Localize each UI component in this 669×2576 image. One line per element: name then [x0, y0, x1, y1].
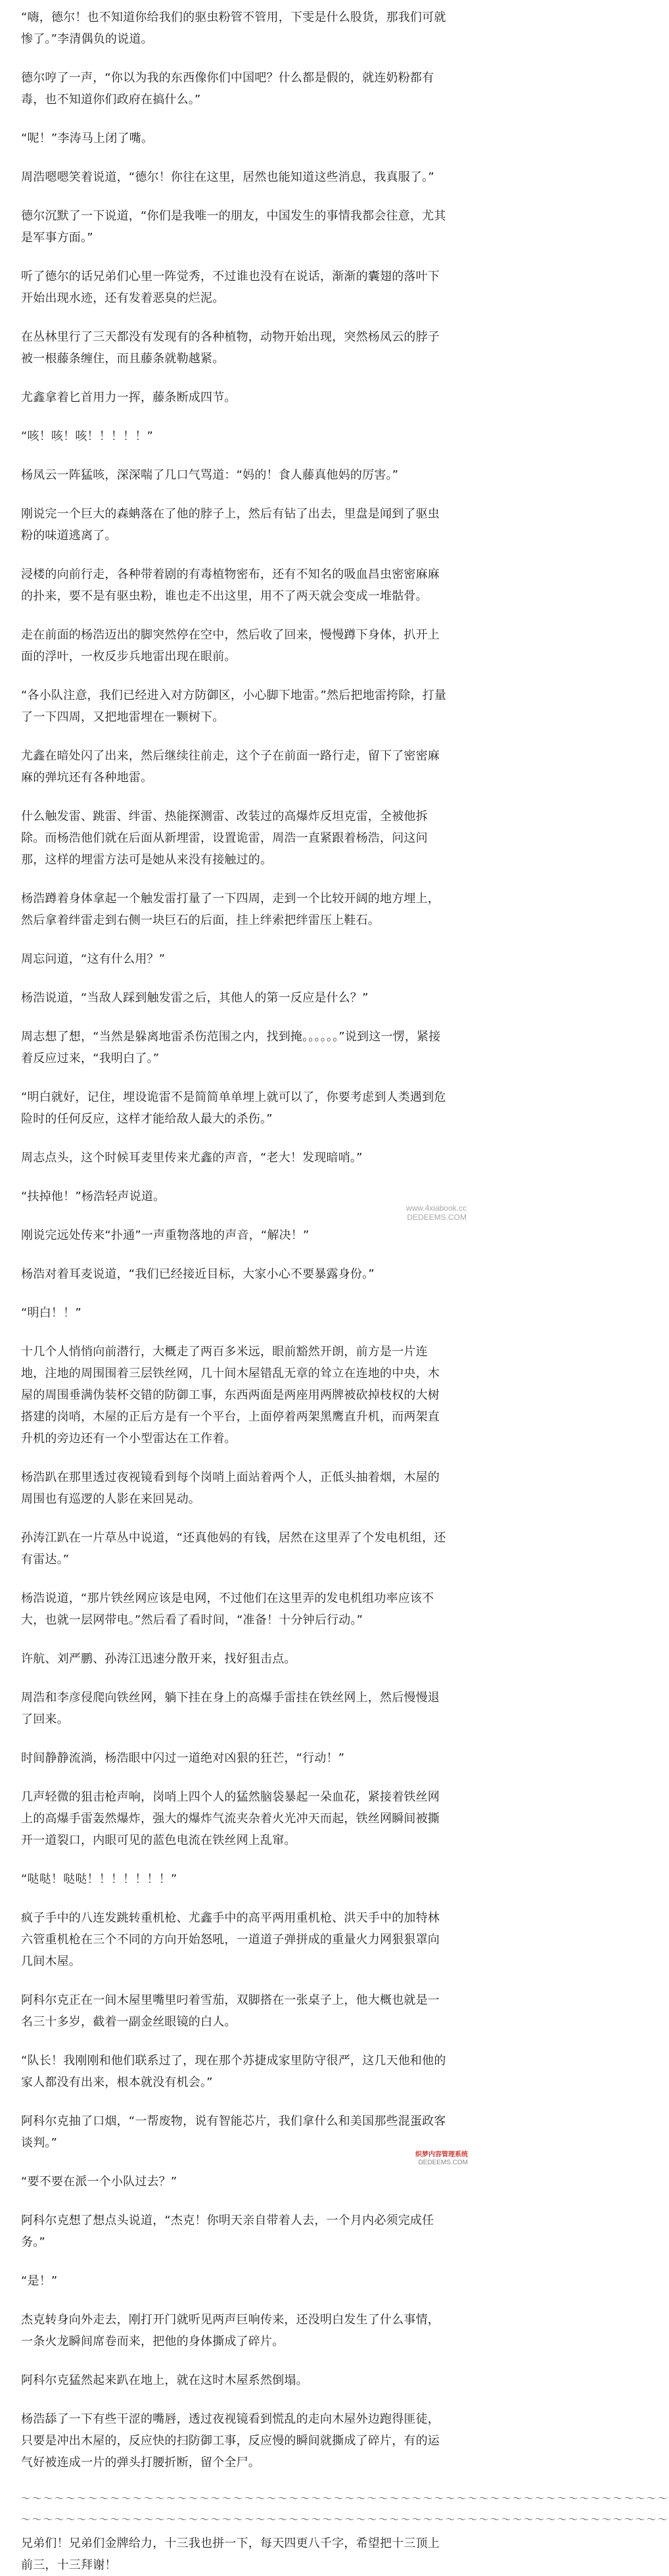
paragraph: “扶掉他！”杨浩轻声说道。 — [21, 1190, 166, 1203]
paragraph: 杨浩舔了一下有些干涩的嘴唇，透过夜视镜看到慌乱的走向木屋外边跑得匪徒，只要是冲出木屋的，反应快的扫防御工事，反应慢的瞬间就撕成了碎片，有的运气好被连成一片的弹头打腰折断，留个全尸。 — [21, 2412, 440, 2469]
watermark-line: DEDEEMS.COM — [407, 1213, 467, 1222]
watermark-logo — [415, 2151, 468, 2167]
paragraph: 周忘问道，“这有什么用？” — [21, 952, 166, 966]
paragraph: “嗨，德尔！也不知道你给我们的驱虫粉管不管用，下雯是什么股货，那我们可就惨了。”李清偶负的说道。 — [21, 11, 446, 46]
paragraph: 杨浩对着耳麦说道，“我们已经接近目标，大家小心不要暴露身份。” — [21, 1267, 375, 1281]
paragraph: 尤鑫拿着匕首用力一挥，藤条断成四节。 — [21, 391, 237, 404]
paragraph: “呢！”李涛马上闭了嘴。 — [21, 132, 154, 145]
paragraph: 周浩和李彦侵爬向铁丝网，躺下挂在身上的高爆手雷挂在铁丝网上，然后慢慢退了回来。 — [21, 1691, 440, 1726]
paragraph: “咳！咳！咳！！！！！” — [21, 429, 154, 443]
paragraph: “哒哒！哒哒！！！！！！！” — [21, 1872, 177, 1886]
watermark-middle — [406, 1203, 467, 1222]
watermark-logo-domain: DEDEEMS.COM — [418, 2159, 468, 2166]
paragraph: 杰克转身向外走去，刚打开门就听见两声巨响传来，还没明白发生了什么事情，一条火龙瞬间席卷而来，把他的身体撕成了碎片。 — [21, 2313, 440, 2348]
paragraph: 阿科尔克想了想点头说道，“杰克！你明天亲自带着人去，一个月内必须完成任务。” — [21, 2214, 434, 2249]
paragraph: “明白就好，记住，埋设诡雷不是简简单单埋上就可以了，你要考虑到人类遇到危险时的任何反应，这样才能给敌人最大的杀伤。” — [21, 1090, 446, 1126]
paragraph: 十几个人悄悄向前潜行，大概走了两百多米远，眼前豁然开朗，前方是一片连地，注地的周围围着三层铁丝网，几十间木屋错乱无章的耸立在连地的中央，木屋的周围垂满伪装杯交错的防御工事，东西两面是两座用两牌被砍掉枝权的大树搭建的岗哨，木屋的正后方是有一个平台，上面停着两架黑鹰直升机，而两架直升机的旁边还有一个小型雷达在工作着。 — [21, 1345, 440, 1446]
paragraph: 阿科尔克抽了口烟，“一帮废物，说有智能芯片，我们拿什么和美国那些混蛋政客谈判。” — [21, 2114, 446, 2150]
paragraph: 德尔哼了一声，“你以为我的东西像你们中国吧？什么都是假的，就连奶粉都有毒，也不知道你们政府在搞什么。” — [21, 71, 434, 107]
paragraph: 尤鑫在暗处闪了出来，然后继续往前走，这个子在前面一路行走，留下了密密麻麻的弹坑还有各种地雷。 — [21, 749, 440, 785]
paragraph: 杨浩蹲着身体拿起一个触发雷打量了一下四周，走到一个比较开阔的地方埋上，然后拿着绊雷走到右侧一块巨石的后面，挂上绊索把绊雷压上鞋石。 — [21, 892, 440, 927]
paragraph: 周志想了想，“当然是躲离地雷杀伤范围之内，找到掩。。。。。。”说到这一愣，紧接着反应过来，“我明白了。” — [21, 1030, 441, 1065]
paragraph: 杨凤云一阵猛咳，深深喘了几口气骂道：“妈的！食人藤真他妈的厉害。” — [21, 468, 399, 482]
paragraph: 周浩嗯嗯笑着说道，“德尔！你往在这里，居然也能知道这些消息，我真服了。” — [21, 170, 434, 184]
paragraph: 刚说完远处传来“扑通”一声重物落地的声音，“解决！” — [21, 1228, 310, 1242]
paragraph: “队长！我刚刚和他们联系过了，现在那个苏捷成家里防守很严，这几天他和他的家人都没有出来，根本就没有机会。” — [21, 2054, 446, 2089]
paragraph: 孙涛江趴在一片草丛中说道，“还真他妈的有钱，居然在这里弄了个发电机组，还有雷达。” — [21, 1531, 446, 1567]
paragraph: 阿科尔克猛然起来趴在地上，就在这时木屋系然倒塌。 — [21, 2373, 308, 2387]
paragraph: 许航、刘严鹏、孙涛江迅速分散开来，找好狙击点。 — [21, 1652, 296, 1666]
paragraph: 几声轻微的狙击枪声响，岗哨上四个人的猛然脑袋暴起一朵血花，紧接着铁丝网上的高爆手雷轰然爆炸，强大的爆炸气流夹杂着火光冲天而起，铁丝网瞬间被撕开一道裂口，内眼可见的蓝色电流在铁丝网上乱窜。 — [21, 1790, 440, 1847]
paragraph: “明白！！” — [21, 1306, 81, 1320]
paragraph: 在丛林里行了三天都没有发现有的各种植物，动物开始出现，突然杨凤云的脖子被一根藤条缠住，而且藤条就勒越紧。 — [21, 330, 440, 366]
paragraph: 杨浩说道，“当敌人踩到触发雷之后，其他人的第一反应是什么？” — [21, 991, 369, 1005]
paragraph: 刚说完一个巨大的森蚺落在了他的脖子上，然后有钻了出去，里盘是闻到了驱虫粉的味道逃离了。 — [21, 507, 440, 543]
paragraph: 杨浩说道，“那片铁丝网应该是电网，不过他们在这里弄的发电机组功率应该不大，也就一层网带电。”然后看了看时间，“准备！十分钟后行动。” — [21, 1592, 434, 1627]
paragraph: 浸楼的向前行走，各种带着剧的有毒植物密布，还有不知名的吸血昌虫密密麻麻的扑来，要不是有驱虫粉，谁也走不出这里，用不了两天就会变成一堆骷骨。 — [21, 568, 440, 603]
paragraph: 走在前面的杨浩迈出的脚突然停在空中，然后收了回来，慢慢蹲下身体，扒开上面的浮叶，一枚反步兵地雷出现在眼前。 — [21, 628, 440, 664]
paragraph: “各小队注意，我们已经进入对方防御区，小心脚下地雷。”然后把地雷挎除，打量了一下四周，又把地雷埋在一颗树下。 — [21, 689, 447, 724]
paragraph: 什么触发雷、跳雷、绊雷、热能探测雷、改装过的高爆炸反坦克雷，全被他拆除。而杨浩他们就在后面从新埋雷，设置诡雷，周浩一直紧跟着杨浩，问这问那，这样的埋雷方法可是她从来没有接触过的。 — [21, 810, 428, 867]
paragraph: “是！” — [21, 2274, 58, 2288]
chapter-content — [21, 7, 451, 2473]
paragraph: 阿科尔克正在一间木屋里嘴里叼着雪茄，双脚搭在一张桌子上，他大概也就是一名三十多岁，截着一副金丝眼镜的白人。 — [21, 1993, 440, 2029]
watermark-line: www.4xiabook.cc — [405, 1203, 467, 1213]
paragraph: 时间静静流淌，杨浩眼中闪过一道绝对凶狠的狂芒，“行动！” — [21, 1751, 345, 1765]
section-divider: ～～～～～～～～～～～～～～～～～～～～～～～～～～～～～～～～～～～～～～～～～～～～～～～～～～～～～～～～～～ — [21, 2494, 669, 2504]
watermark-logo-text: 织梦内容管理系统 — [415, 2151, 468, 2158]
paragraph: 德尔沉默了一下说道，“你们是我唯一的朋友，中国发生的事情我都会往意，尤其是军事方面。” — [21, 209, 446, 245]
paragraph: 杨浩趴在那里透过夜视镜看到每个岗哨上面站着两个人，正低头抽着烟，木屋的周围也有巡逻的人影在来回晃动。 — [21, 1470, 440, 1506]
paragraph: 疯子手中的八连发跳转重机枪、尤鑫手中的高平两用重机枪、洪天手中的加特林六管重机枪在三个不同的方向开始怒吼，一道道子弹拼成的重量火力网狠狠罩向几间木屋。 — [21, 1911, 440, 1968]
paragraph: “要不要在派一个小队过去？” — [21, 2175, 177, 2189]
author-note: 兄弟们！兄弟们金牌给力，十三我也拼一下，每天四更八千字，希望把十三顶上前三，十三拜谢！ — [21, 2537, 440, 2572]
section-divider: ～～～～～～～～～～～～～～～～～～～～～～～～～～～～～～～～～～～～～～～～～～～～～～～～～～～～～～～～～～ — [21, 2515, 669, 2525]
paragraph: 听了德尔的话兄弟们心里一阵觉秀，不过谁也没有在说话，渐渐的囊翅的落叶下开始出现水迹，还有发着恶臭的烂泥。 — [21, 270, 440, 305]
paragraph: 周志点头，这个时候耳麦里传来尤鑫的声音，“老大！发现暗哨。” — [21, 1151, 363, 1165]
